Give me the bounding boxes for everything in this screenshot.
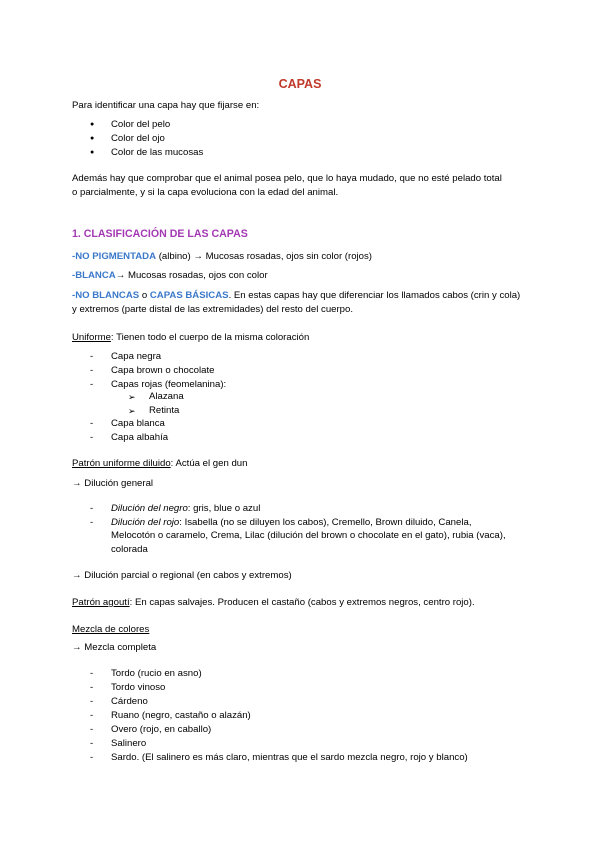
diluido-desc: : Actúa el gen dun (170, 458, 248, 469)
uniforme-list (90, 350, 226, 392)
blanca-desc: → Mucosas rosadas, ojos con color (115, 270, 268, 281)
list-item: - Salinero (90, 737, 468, 751)
list-item: ➢ Alazana (128, 390, 184, 404)
list-item: - Tordo (rucio en asno) (90, 667, 468, 681)
blanca-label: -BLANCA (72, 270, 116, 281)
no-pigmentada-desc: → Mucosas rosadas, ojos sin color (rojos) (193, 251, 372, 262)
list-item: ● Color del ojo (90, 132, 203, 146)
blanca-line (72, 270, 268, 281)
mezcla-list (90, 667, 468, 765)
list-item: ● Color de las mucosas (90, 146, 203, 160)
uniforme-list-2 (90, 417, 168, 445)
mezcla-heading: Mezcla de colores (72, 624, 150, 635)
list-item (90, 516, 472, 530)
list-item: - Capa blanca (90, 417, 168, 431)
dilucion-negro-label: Dilución del negro (111, 503, 188, 514)
list-item: - Tordo vinoso (90, 681, 468, 695)
diluido-line (72, 458, 247, 469)
list-item: - Capa brown o chocolate (90, 364, 226, 378)
list-item (90, 502, 472, 516)
no-blancas-line (72, 290, 520, 301)
no-blancas-label: -NO BLANCAS (72, 290, 140, 301)
albino-label: (albino) (158, 251, 191, 262)
aguti-label: Patrón agoutí (72, 597, 130, 608)
uniforme-desc: : Tienen todo el cuerpo de la misma coloración (110, 332, 310, 343)
dilucion-negro-desc: : gris, blue o azul (187, 503, 261, 514)
uniforme-label: Uniforme (72, 332, 111, 343)
section-heading: 1. CLASIFICACIÓN DE LAS CAPAS (72, 228, 248, 240)
no-pigmentada-line (72, 251, 372, 262)
no-blancas-or: o (141, 290, 148, 301)
aguti-desc: : En capas salvajes. Producen el castaño (cabos y extremos negros, centro rojo). (129, 597, 475, 608)
list-item: - Cárdeno (90, 695, 468, 709)
aguti-line (72, 597, 475, 608)
dilucion-list (90, 502, 472, 530)
intro-list (90, 118, 203, 160)
list-item: - Sardo. (El salinero es más claro, mientras que el sardo mezcla negro, rojo y blanco) (90, 751, 468, 765)
page-title: CAPAS (278, 77, 322, 91)
list-item: - Capa albahía (90, 431, 168, 445)
dilucion-parcial: → Dilución parcial o regional (en cabos y extremos) (72, 570, 292, 581)
list-item: - Ruano (negro, castaño o alazán) (90, 709, 468, 723)
list-item: - Capas rojas (feomelanina): (90, 378, 226, 392)
intro-text: Para identificar una capa hay que fijarse en: (72, 100, 260, 111)
no-blancas-line-2: y extremos (parte distal de las extremidades) del resto del cuerpo. (72, 304, 354, 315)
list-item: - Capa negra (90, 350, 226, 364)
no-pigmentada-label: -NO PIGMENTADA (72, 251, 157, 262)
list-item: - Overo (rojo, en caballo) (90, 723, 468, 737)
note-line-2: o parcialmente, y si la capa evoluciona con la edad del animal. (72, 187, 339, 198)
note-line-1: Además hay que comprobar que el animal posea pelo, que lo haya mudado, que no esté pelado total (72, 173, 502, 184)
capas-basicas-label: CAPAS BÁSICAS (149, 290, 229, 301)
dilucion-general: → Dilución general (72, 478, 154, 489)
no-blancas-desc: . En estas capas hay que diferenciar los llamados cabos (crin y cola) (228, 290, 521, 301)
list-item: ● Color del pelo (90, 118, 203, 132)
list-item: ➢ Retinta (128, 404, 184, 418)
dilucion-rojo-line-3: colorada (111, 544, 148, 555)
uniforme-line (72, 332, 309, 343)
dilucion-rojo-line-2: Melocotón o caramelo, Crema, Lilac (dilución del brown o chocolate en el gato), rubia (vaca), (111, 530, 506, 541)
dilucion-rojo-label: Dilución del rojo (111, 517, 180, 528)
dilucion-rojo-desc: : Isabella (no se diluyen los cabos), Cremello, Brown diluido, Canela, (179, 517, 472, 528)
diluido-label: Patrón uniforme diluido (72, 458, 171, 469)
mezcla-completa: → Mezcla completa (72, 642, 157, 653)
rojas-sublist (128, 390, 184, 418)
